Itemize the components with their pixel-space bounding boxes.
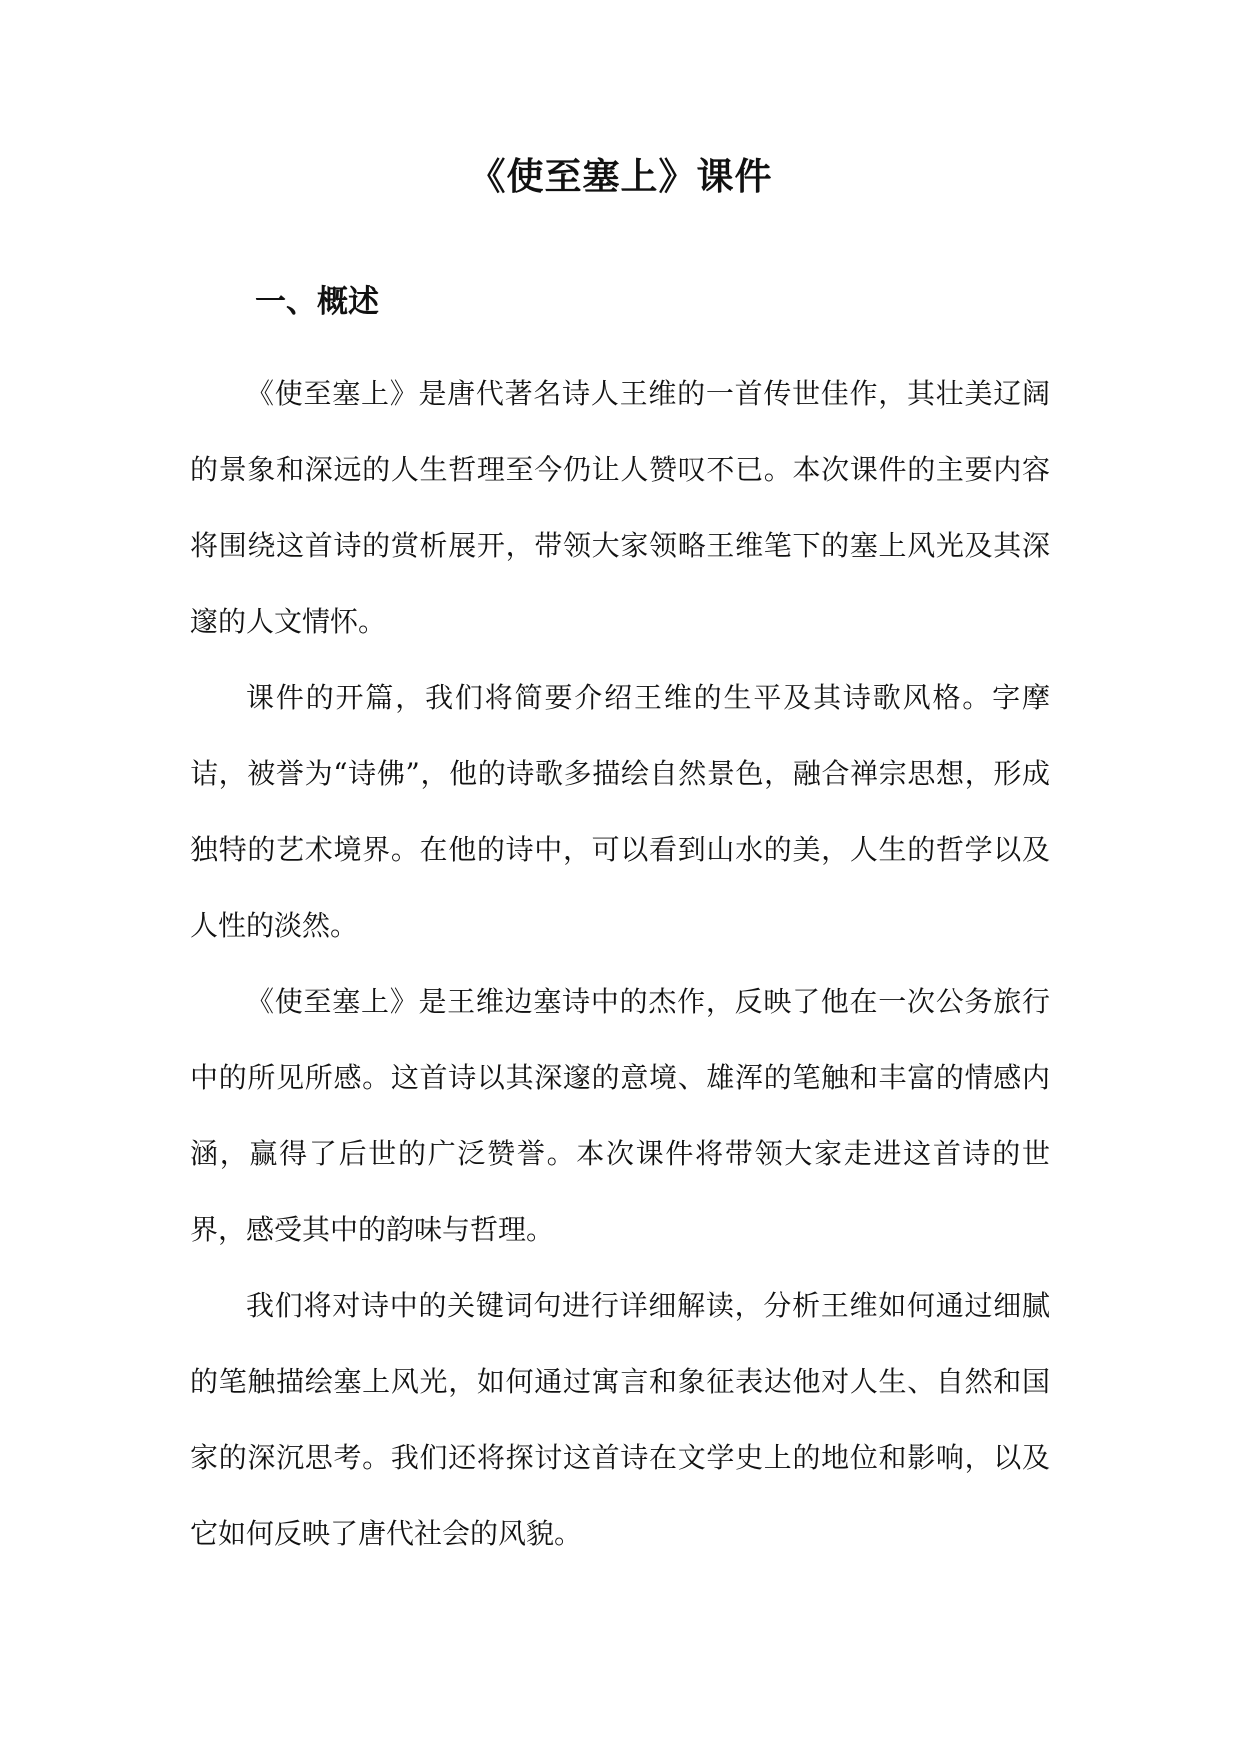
document-title: 《使至塞上》课件 — [468, 155, 773, 198]
paragraph: 课件的开篇，我们将简要介绍王维的生平及其诗歌风格。字摩诘，被誉为“诗佛”，他的诗歌多描绘自然景色，融合禅宗思想，形成独特的艺术境界。在他的诗中，可以看到山水的美，人生的哲学以及人性的淡然。 — [190, 681, 1050, 942]
paragraph: 《使至塞上》是王维边塞诗中的杰作，反映了他在一次公务旅行中的所见所感。这首诗以其深邃的意境、雄浑的笔触和丰富的情感内涵，赢得了后世的广泛赞誉。本次课件将带领大家走进这首诗的世界，感受其中的韵味与哲理。 — [190, 985, 1050, 1246]
section-heading: 一、概述 — [255, 284, 379, 320]
document-body — [190, 356, 1050, 1572]
paragraph: 我们将对诗中的关键词句进行详细解读，分析王维如何通过细腻的笔触描绘塞上风光，如何通过寓言和象征表达他对人生、自然和国家的深沉思考。我们还将探讨这首诗在文学史上的地位和影响，以及它如何反映了唐代社会的风貌。 — [190, 1289, 1050, 1550]
paragraph: 《使至塞上》是唐代著名诗人王维的一首传世佳作，其壮美辽阔的景象和深远的人生哲理至今仍让人赞叹不已。本次课件的主要内容将围绕这首诗的赏析展开，带领大家领略王维笔下的塞上风光及其深邃的人文情怀。 — [190, 377, 1050, 638]
